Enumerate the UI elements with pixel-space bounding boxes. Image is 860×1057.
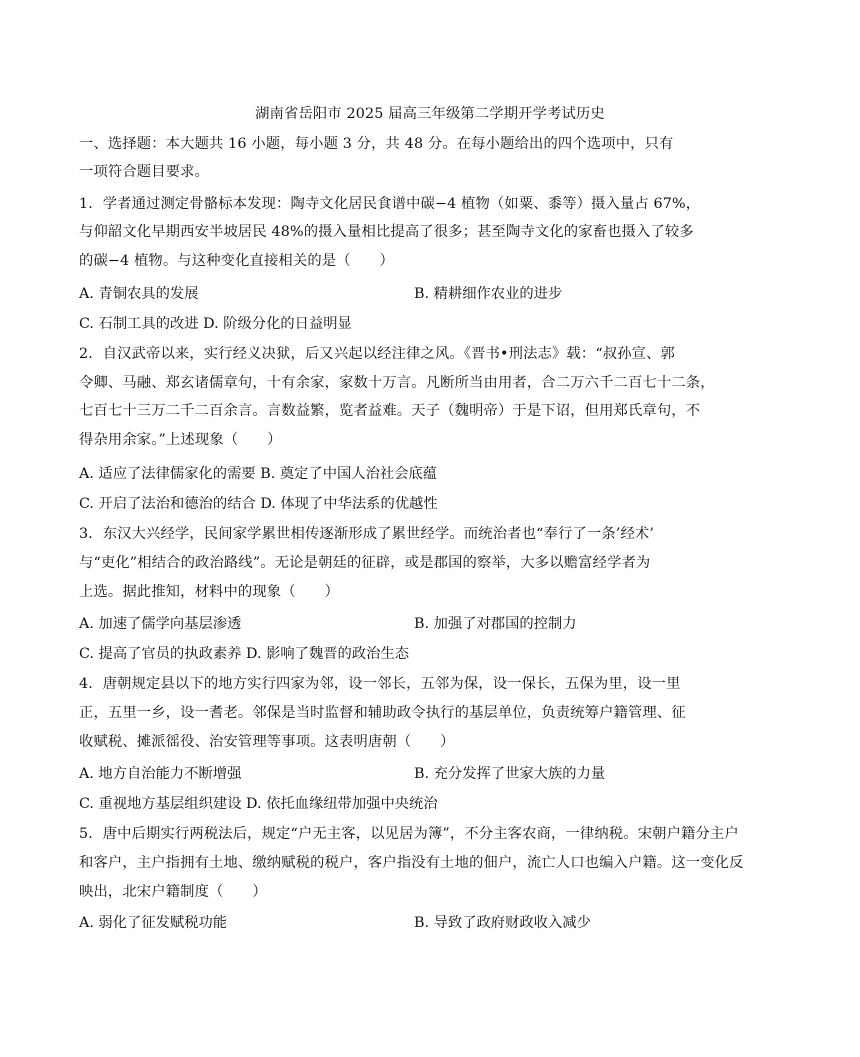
question-4-option-b: B. 充分发挥了世家大族的力量	[414, 766, 606, 782]
question-4-line-1: 4．唐朝规定县以下的地方实行四家为邻，设一邻长，五邻为保，设一保长，五保为里，设一里	[79, 676, 681, 692]
document-title: 湖南省岳阳市 2025 届高三年级第二学期开学考试历史	[255, 106, 605, 122]
question-1-option-b: B. 精耕细作农业的进步	[414, 286, 563, 302]
question-5-line-3: 映出，北宋户籍制度（ ）	[79, 884, 267, 900]
question-5-line-2: 和客户，主户指拥有土地、缴纳赋税的税户，客户指没有土地的佃户，流亡人口也编入户籍。这一变化反	[79, 855, 744, 871]
question-3-option-b: B. 加强了对郡国的控制力	[414, 616, 577, 632]
question-1-option-cd: C. 石制工具的改进 D. 阶级分化的日益明显	[79, 316, 352, 332]
question-3-option-a: A. 加速了儒学向基层渗透	[79, 616, 242, 632]
question-1-line-2: 与仰韶文化早期西安半坡居民 48%的摄入量相比提高了很多；甚至陶寺文化的家畜也摄入了较多	[79, 224, 694, 240]
section-heading-line-1: 一、选择题：本大题共 16 小题，每小题 3 分，共 48 分。在每小题给出的四个选项中，只有	[79, 136, 674, 152]
section-heading-line-2: 一项符合题目要求。	[79, 164, 210, 180]
question-1-option-a: A. 青铜农具的发展	[79, 286, 199, 302]
question-2-line-4: 得杂用余家。”上述现象（ ）	[79, 432, 282, 448]
question-1-line-3: 的碳−4 植物。与这种变化直接相关的是（ ）	[79, 253, 395, 269]
question-3-line-3: 上选。据此推知，材料中的现象（ ）	[79, 584, 340, 600]
question-3-option-cd: C. 提高了官员的执政素养 D. 影响了魏晋的政治生态	[79, 646, 410, 662]
question-2-line-1: 2．自汉武帝以来，实行经义决狱，后又兴起以经注律之风。《晋书•刑法志》载：“叔孙宣、郭	[79, 346, 676, 362]
question-3-line-2: 与“吏化”相结合的政治路线”。无论是朝廷的征辟，或是郡国的察举，大多以赡富经学者为	[79, 555, 651, 571]
question-2-option-cd: C. 开启了法治和德治的结合 D. 体现了中华法系的优越性	[79, 496, 438, 512]
question-2-option-ab: A. 适应了法律儒家化的需要 B. 奠定了中国人治社会底蕴	[79, 466, 438, 482]
question-4-option-a: A. 地方自治能力不断增强	[79, 766, 242, 782]
question-5-option-a: A. 弱化了征发赋税功能	[79, 915, 228, 931]
question-2-line-2: 令卿、马融、郑玄诸儒章句，十有余家，家数十万言。凡断所当由用者，合二万六千二百七十二条，	[79, 375, 715, 391]
question-3-line-1: 3．东汉大兴经学，民间家学累世相传逐渐形成了累世经学。而统治者也“奉行了一条’经术’	[79, 526, 655, 542]
question-1-line-1: 1．学者通过测定骨骼标本发现：陶寺文化居民食谱中碳−4 植物（如粟、黍等）摄入量占 67%，	[79, 196, 701, 212]
question-2-line-3: 七百七十三万二千二百余言。言数益繁，览者益难。天子（魏明帝）于是下诏，但用郑氏章句，不	[79, 403, 701, 419]
question-4-line-2: 正，五里一乡，设一耆老。邻保是当时监督和辅助政令执行的基层单位，负责统筹户籍管理、征	[79, 705, 686, 721]
question-5-line-1: 5．唐中后期实行两税法后，规定“户无主客，以见居为簿”，不分主客农商，一律纳税。宋朝户籍分主户	[79, 826, 739, 842]
question-4-line-3: 收赋税、摊派徭役、治安管理等事项。这表明唐朝（ ）	[79, 734, 455, 750]
question-5-option-b: B. 导致了政府财政收入减少	[414, 915, 591, 931]
question-4-option-cd: C. 重视地方基层组织建设 D. 依托血缘纽带加强中央统治	[79, 796, 438, 812]
